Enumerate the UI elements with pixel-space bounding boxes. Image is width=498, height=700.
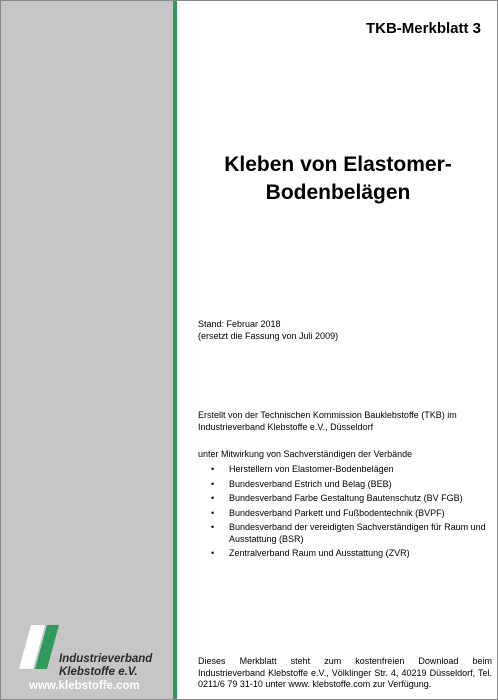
- created-by: Erstellt von der Technischen Kommission Bauklebstoffe (TKB) im Industrieverband Klebstoffe e.V., Düsseldorf: [198, 410, 457, 432]
- cooperation-intro: unter Mitwirkung von Sachverständigen der Verbände: [198, 449, 413, 459]
- logo-url[interactable]: www.klebstoffe.com: [29, 680, 140, 692]
- association-logo-mark: [1, 1, 173, 699]
- title-line-1: Kleben von Elastomer-: [224, 153, 452, 176]
- association-list: [211, 464, 491, 563]
- list-item: • Zentralverband Raum und Ausstattung (ZVR): [211, 548, 491, 560]
- version-note: [198, 319, 338, 342]
- logo-name-line-2: Klebstoffe e.V.: [59, 666, 138, 678]
- green-vertical-rule: [173, 1, 177, 699]
- replaces-note: (ersetzt die Fassung von Juli 2009): [198, 330, 339, 341]
- list-item: • Bundesverband Farbe Gestaltung Bautenschutz (BV FGB): [211, 493, 491, 505]
- download-note: Dieses Merkblatt steht zum kostenfreien Download beim Industrieverband Klebstoffe e.V., Völklinger Str. 4, 40219 Düsseldorf, Tel. 0211/6 79 31-10 unter www. klebstoffe.com zur Verfügung.: [198, 656, 492, 689]
- title-line-2: Bodenbelägen: [265, 181, 411, 204]
- list-item: • Bundesverband Estrich und Belag (BEB): [211, 479, 491, 491]
- logo-name-line-1: Industrieverband: [59, 653, 153, 665]
- stand-date: Stand: Februar 2018: [198, 319, 281, 329]
- list-item: • Herstellern von Elastomer-Bodenbelägen: [211, 464, 491, 476]
- list-item: • Bundesverband der vereidigten Sachverständigen für Raum und Ausstattung (BSR): [211, 522, 491, 545]
- list-item: • Bundesverband Parkett und Fußbodentechnik (BVPF): [211, 508, 491, 520]
- logo-wordmark: [59, 653, 152, 679]
- document-id: TKB-Merkblatt 3: [365, 20, 481, 37]
- document-title: [179, 151, 497, 207]
